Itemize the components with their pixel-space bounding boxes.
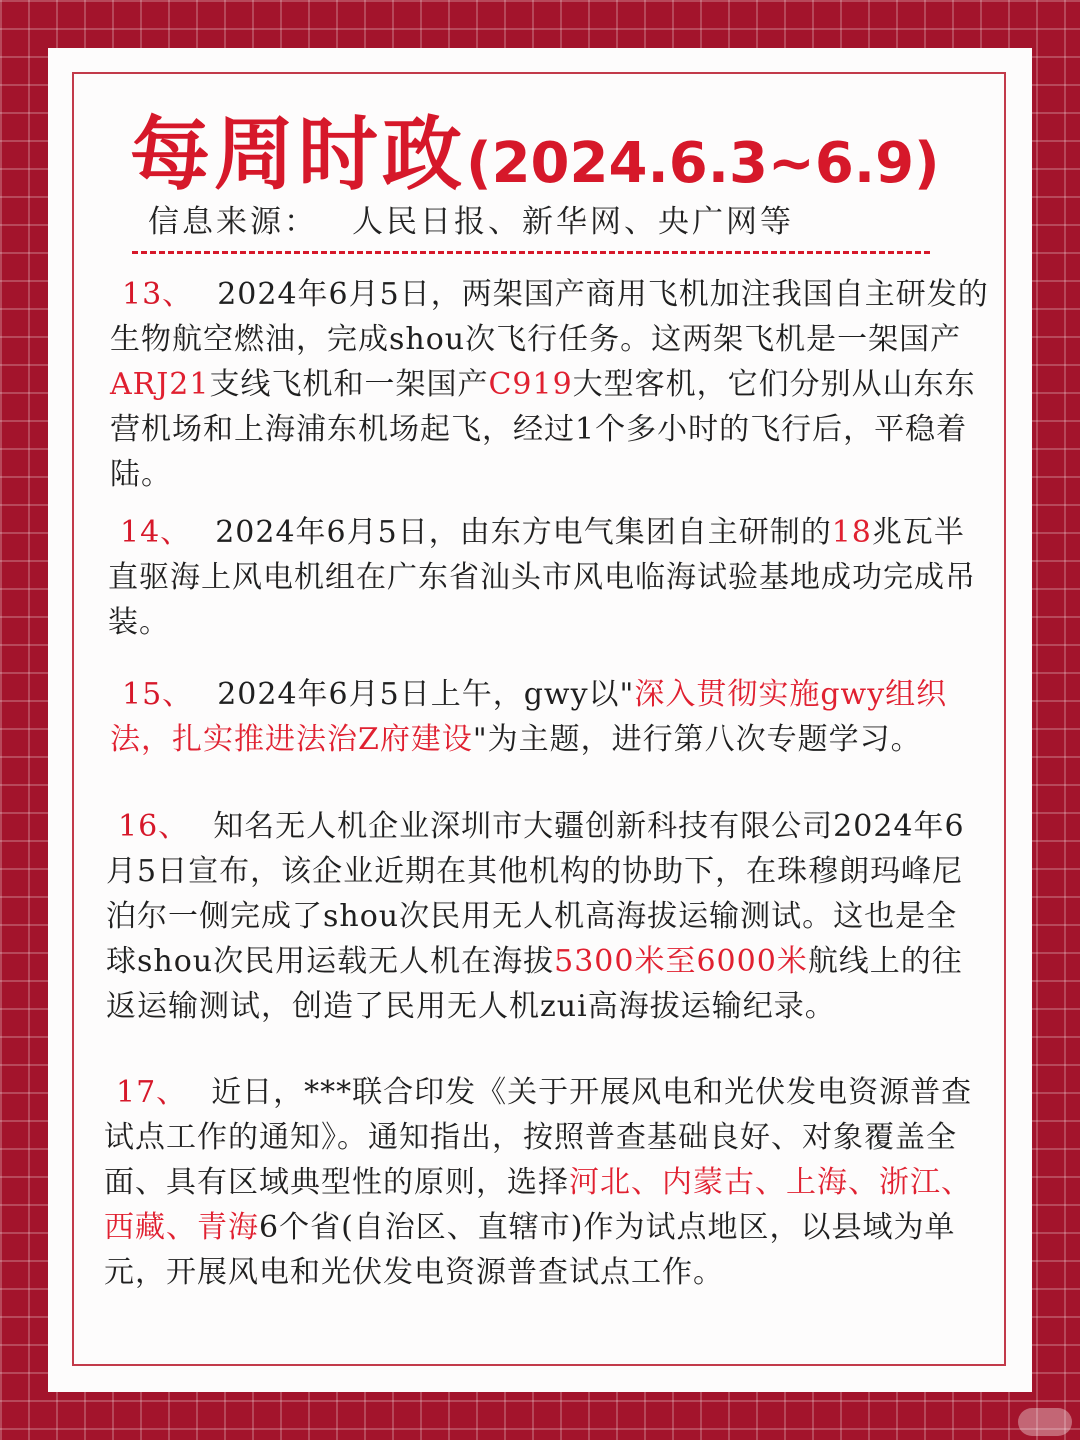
item-text: 航线上的往返运输测试，创造了民用无人机zui高海拔运输纪录。 bbox=[106, 944, 963, 1024]
item-number: 15、 bbox=[122, 677, 194, 712]
item-text: 2024年6月5日，由东方电气集团自主研制的 bbox=[215, 515, 832, 550]
item-number: 14、 bbox=[120, 515, 192, 550]
news-item-17 bbox=[104, 1070, 984, 1295]
item-number: 13、 bbox=[122, 277, 194, 312]
item-highlight: 18 bbox=[831, 515, 872, 550]
source-value: 人民日报、新华网、央广网等 bbox=[352, 204, 794, 240]
item-highlight: 河北、内蒙古、上海、浙江、西藏、青海 bbox=[104, 1165, 972, 1245]
news-item-16 bbox=[106, 804, 986, 1029]
item-text: 2024年6月5日，两架国产商用飞机加注我国自主研发的生物航空燃油，完成shou次飞行任务。这两架飞机是一架国产 bbox=[110, 277, 989, 357]
item-highlight: 5300米至6000米 bbox=[554, 944, 808, 979]
item-text: "为主题，进行第八次专题学习。 bbox=[472, 722, 922, 757]
item-highlight: C919 bbox=[488, 367, 573, 402]
watermark-badge bbox=[1018, 1408, 1072, 1436]
item-text: 6个省(自治区、直辖市)作为试点地区，以县域为单元，开展风电和光伏发电资源普查试点工作。 bbox=[104, 1210, 956, 1290]
title-main: 每周时政 bbox=[130, 108, 466, 201]
item-number: 17、 bbox=[116, 1075, 188, 1110]
news-item-15 bbox=[110, 672, 970, 762]
item-text: 兆瓦半直驱海上风电机组在广东省汕头市风电临海试验基地成功完成吊装。 bbox=[108, 515, 976, 640]
item-number: 16、 bbox=[118, 809, 190, 844]
item-highlight: 深入贯彻实施gwy组织法，扎实推进法治Z府建设 bbox=[110, 677, 948, 757]
item-text: 大型客机，它们分别从山东东营机场和上海浦东机场起飞，经过1个多小时的飞行后，平稳着陆。 bbox=[110, 367, 976, 492]
page-title bbox=[130, 90, 970, 205]
source-label: 信息来源： bbox=[148, 204, 318, 240]
title-date: (2024.6.3~6.9) bbox=[466, 131, 940, 196]
news-item-13 bbox=[110, 272, 990, 497]
source-line bbox=[148, 196, 794, 241]
item-highlight: ARJ21 bbox=[110, 367, 210, 402]
item-text: 支线飞机和一架国产 bbox=[209, 367, 489, 402]
item-text: 近日，***联合印发《关于开展风电和光伏发电资源普查试点工作的通知》。通知指出，按照普查基础良好、对象覆盖全面、具有区域典型性的原则，选择 bbox=[104, 1075, 973, 1200]
item-text: 2024年6月5日上午，gwy以" bbox=[217, 677, 635, 712]
item-text: 知名无人机企业深圳市大疆创新科技有限公司2024年6月5日宣布，该企业近期在其他机构的协助下，在珠穆朗玛峰尼泊尔一侧完成了shou次民用无人机高海拔运输测试。这也是全球shou次民用运载无人机在海拔 bbox=[106, 809, 965, 979]
content-card bbox=[48, 48, 1032, 1392]
dashed-divider bbox=[132, 251, 930, 254]
news-item-14 bbox=[108, 510, 988, 645]
